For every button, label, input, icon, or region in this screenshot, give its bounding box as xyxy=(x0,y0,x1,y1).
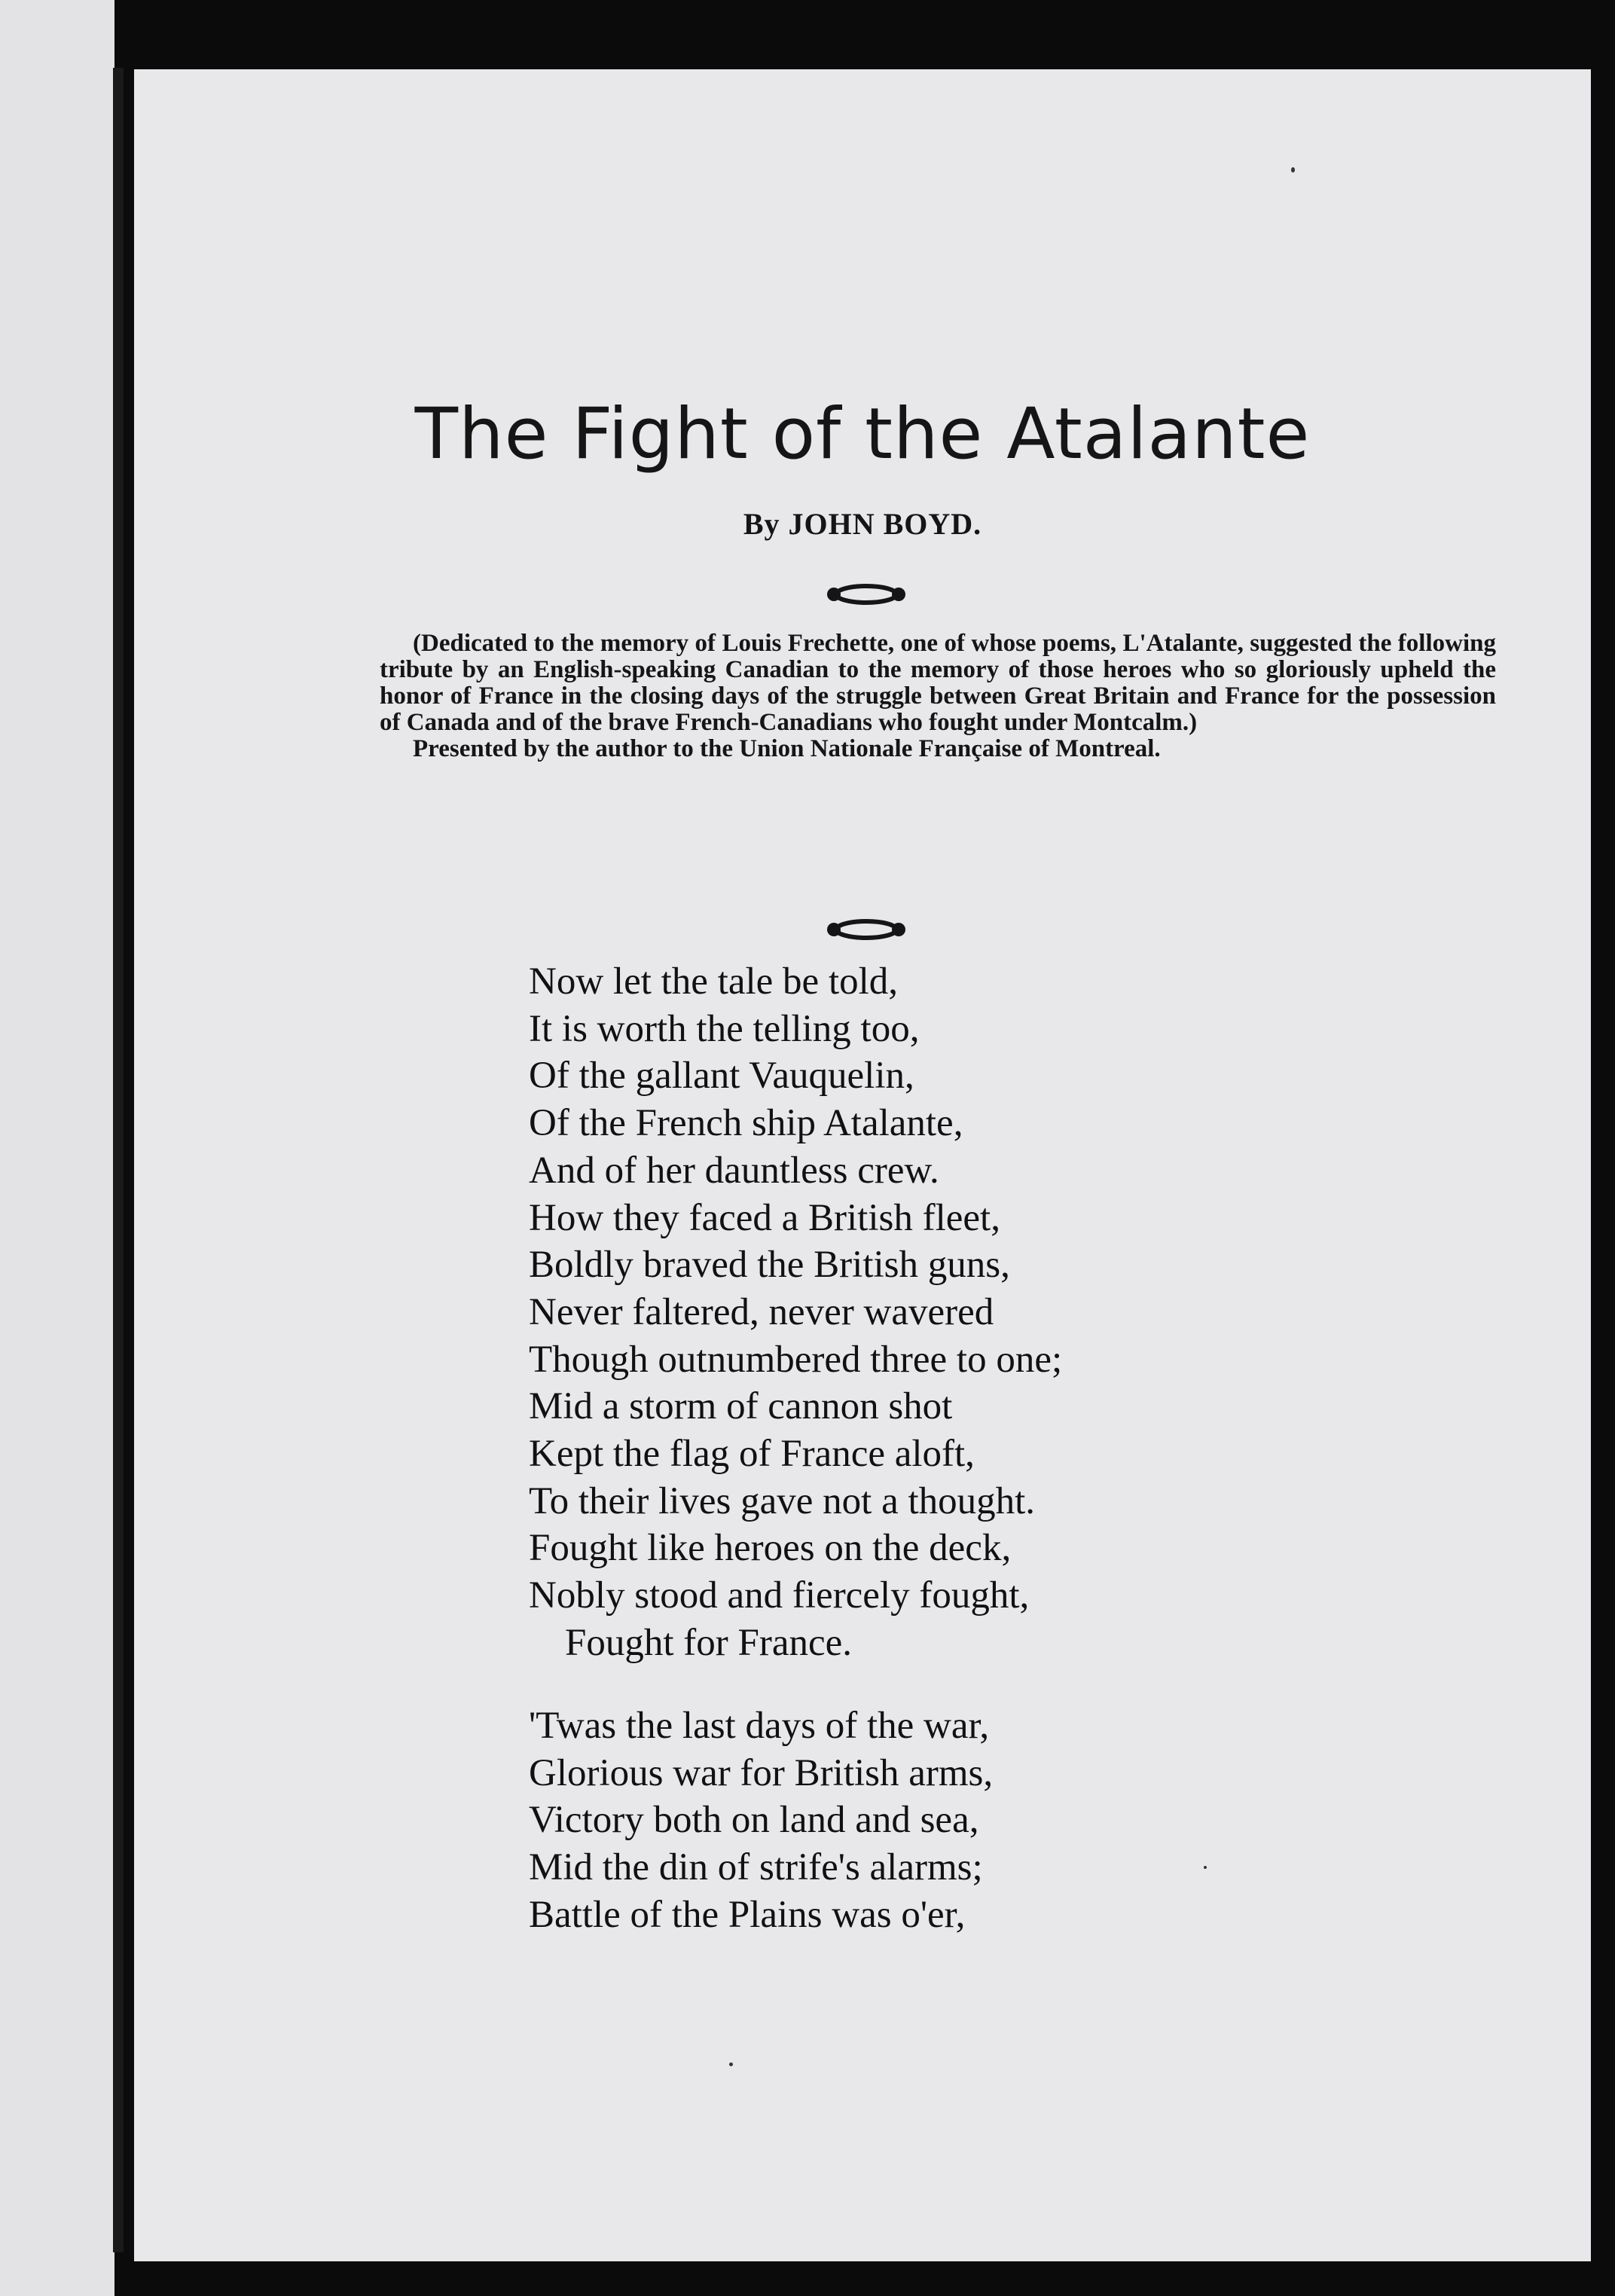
poem-line: It is worth the telling too, xyxy=(529,1007,920,1050)
print-speck xyxy=(1204,1866,1207,1869)
poem-line: How they faced a British fleet, xyxy=(529,1196,1000,1239)
poem-line: And of her dauntless crew. xyxy=(529,1149,939,1192)
poem-line: Nobly stood and fiercely fought, xyxy=(529,1574,1030,1617)
poem-line: Battle of the Plains was o'er, xyxy=(529,1893,966,1936)
poem-line: Victory both on land and sea, xyxy=(529,1799,979,1842)
poem-line: Mid a storm of cannon shot xyxy=(529,1385,953,1428)
poem-stanza-2 xyxy=(529,1702,1508,1939)
poem-line: Never faltered, never wavered xyxy=(529,1290,994,1333)
poem-refrain: Fought for France. xyxy=(565,1621,853,1664)
poem-line: Boldly braved the British guns, xyxy=(529,1244,1010,1287)
poem-line: Though outnumbered three to one; xyxy=(529,1338,1063,1381)
poem-line: Now let the tale be told, xyxy=(529,960,899,1003)
print-speck xyxy=(729,2062,733,2066)
poem-line: Mid the din of strife's alarms; xyxy=(529,1846,983,1889)
poem-line: Of the gallant Vauquelin, xyxy=(529,1055,914,1098)
dedication-text: (Dedicated to the memory of Louis Frechette, one of whose poems, L'Atalante, suggested the following tribute by an English-speaking Canadian to the memory of those heroes who so gloriously upheld the honor of France in the closing days of the struggle between Great Britain and France for the possession of Canada and of the brave French-Canadians who fought under Montcalm.) xyxy=(380,630,1496,736)
poem-line: Kept the flag of France aloft, xyxy=(529,1433,975,1476)
binding-rule xyxy=(113,68,124,2252)
poem-line: To their lives gave not a thought. xyxy=(529,1479,1036,1522)
page xyxy=(134,69,1591,2261)
left-page-edge xyxy=(0,0,114,2296)
print-speck xyxy=(1291,167,1295,173)
poem-line: 'Twas the last days of the war, xyxy=(529,1705,990,1747)
ornament-divider-icon xyxy=(825,582,908,607)
ornament-divider-icon xyxy=(825,917,908,942)
presented-text: Presented by the author to the Union Nationale Française of Montreal. xyxy=(413,735,1161,762)
page-title: The Fight of the Atalante xyxy=(414,393,1311,475)
poem-line: Fought like heroes on the deck, xyxy=(529,1527,1012,1570)
poem-line: Glorious war for British arms, xyxy=(529,1751,994,1794)
poem-stanza-1 xyxy=(529,958,1508,1667)
dedication xyxy=(380,630,1496,762)
byline: By JOHN BOYD. xyxy=(743,507,982,541)
poem-line: Of the French ship Atalante, xyxy=(529,1102,963,1145)
